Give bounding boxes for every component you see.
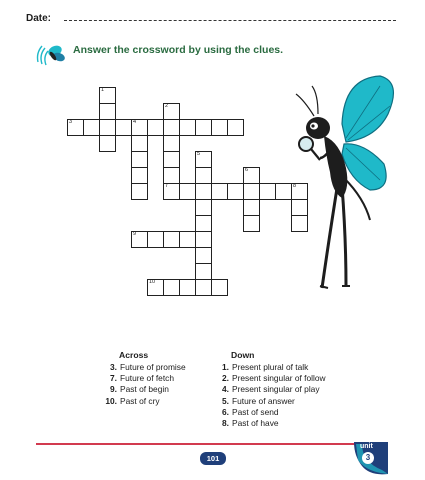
across-clue xyxy=(102,396,214,407)
crossword-cell[interactable] xyxy=(131,167,148,184)
down-clue xyxy=(214,384,362,395)
crossword-cell[interactable] xyxy=(99,135,116,152)
down-clue xyxy=(214,407,362,418)
clue-number: 3. xyxy=(110,362,117,372)
crossword-cell[interactable] xyxy=(163,279,180,296)
crossword-cell[interactable] xyxy=(131,151,148,168)
crossword-cell[interactable] xyxy=(195,151,212,168)
clue-number-label: 6 xyxy=(245,167,249,173)
footer-divider xyxy=(36,443,356,445)
unit-label: unit xyxy=(360,443,373,450)
clue-text: Present plural of talk xyxy=(232,362,309,372)
crossword-cell[interactable] xyxy=(243,183,260,200)
crossword-cell[interactable] xyxy=(163,167,180,184)
clue-text: Past of cry xyxy=(120,395,160,406)
crossword-cell[interactable] xyxy=(211,279,228,296)
crossword-cell[interactable] xyxy=(163,103,180,120)
clue-number-label: 4 xyxy=(133,119,137,125)
crossword-cell[interactable] xyxy=(163,151,180,168)
crossword-cell[interactable] xyxy=(163,119,180,136)
clue-text: Future of promise xyxy=(120,362,186,372)
crossword-cell[interactable] xyxy=(99,103,116,120)
crossword-cell[interactable] xyxy=(211,183,228,200)
crossword-cell[interactable] xyxy=(195,231,212,248)
clue-text: Past of send xyxy=(232,406,279,417)
crossword-cell[interactable] xyxy=(195,119,212,136)
clue-number-label: 5 xyxy=(197,151,201,157)
down-clue xyxy=(214,373,362,384)
clue-number-label: 3 xyxy=(69,119,73,125)
crossword-cell[interactable] xyxy=(179,183,196,200)
crossword-cell[interactable] xyxy=(163,135,180,152)
clue-number: 8. xyxy=(222,417,229,428)
down-clue xyxy=(214,396,362,407)
clue-number: 1. xyxy=(222,362,229,372)
across-clue xyxy=(102,384,214,395)
crossword-cell[interactable] xyxy=(179,119,196,136)
across-clue xyxy=(102,362,214,373)
crossword-cell[interactable] xyxy=(195,279,212,296)
crossword-cell[interactable] xyxy=(243,167,260,184)
crossword-cell[interactable] xyxy=(195,199,212,216)
crossword-clues xyxy=(102,350,362,440)
crossword-cell[interactable] xyxy=(147,279,164,296)
crossword-cell[interactable] xyxy=(211,119,228,136)
instruction-text: Answer the crossword by using the clues. xyxy=(73,44,284,56)
crossword-cell[interactable] xyxy=(67,119,84,136)
crossword-cell[interactable] xyxy=(163,231,180,248)
clue-number-label: 9 xyxy=(133,231,137,237)
down-clue xyxy=(214,418,362,429)
crossword-cell[interactable] xyxy=(163,183,180,200)
clue-number-label: 1 xyxy=(101,87,105,93)
crossword-cell[interactable] xyxy=(243,215,260,232)
clue-number: 7. xyxy=(110,373,117,384)
crossword-cell[interactable] xyxy=(115,119,132,136)
clue-text: Present singular of follow xyxy=(232,373,326,384)
crossword-cell[interactable] xyxy=(131,183,148,200)
clue-text: Past of begin xyxy=(120,384,169,395)
mosquito-illustration xyxy=(284,72,404,294)
crossword-cell[interactable] xyxy=(131,119,148,136)
crossword-cell[interactable] xyxy=(195,183,212,200)
crossword-cell[interactable] xyxy=(243,199,260,216)
crossword-cell[interactable] xyxy=(83,119,100,136)
across-heading: Across xyxy=(119,350,149,360)
crossword-cell[interactable] xyxy=(179,279,196,296)
clue-text: Future of answer xyxy=(232,395,295,406)
clue-number-label: 10 xyxy=(149,279,156,285)
clue-number-label: 8 xyxy=(293,183,297,189)
crossword-cell[interactable] xyxy=(195,167,212,184)
across-clue xyxy=(102,373,214,384)
across-clues xyxy=(102,350,214,407)
down-heading: Down xyxy=(231,350,255,360)
crossword-cell[interactable] xyxy=(179,231,196,248)
crossword-cell[interactable] xyxy=(227,119,244,136)
clue-number: 4. xyxy=(222,384,229,395)
crossword-cell[interactable] xyxy=(99,87,116,104)
page-number: 101 xyxy=(200,452,226,465)
crossword-cell[interactable] xyxy=(259,183,276,200)
crossword-cell[interactable] xyxy=(131,135,148,152)
clue-text: Present singular of play xyxy=(232,384,320,395)
crossword-cell[interactable] xyxy=(195,263,212,280)
clue-number: 5. xyxy=(222,395,229,406)
clue-text: Future of fetch xyxy=(120,373,174,384)
crossword-cell[interactable] xyxy=(99,119,116,136)
crossword-cell[interactable] xyxy=(195,247,212,264)
crossword-cell[interactable] xyxy=(227,183,244,200)
clue-number-label: 7 xyxy=(165,183,169,189)
crossword-cell[interactable] xyxy=(195,215,212,232)
clue-number-label: 2 xyxy=(165,103,169,109)
date-label: Date: xyxy=(26,13,52,24)
crossword-cell[interactable] xyxy=(131,231,148,248)
unit-number: 3 xyxy=(362,452,374,464)
clue-number: 2. xyxy=(222,373,229,384)
clue-number: 6. xyxy=(222,406,229,417)
down-clues xyxy=(214,350,362,429)
clue-number: 10. xyxy=(105,395,117,406)
crossword-cell[interactable] xyxy=(147,231,164,248)
clue-number: 9. xyxy=(110,384,117,395)
clue-text: Past of have xyxy=(232,417,279,428)
down-clue xyxy=(214,362,362,373)
crossword-cell[interactable] xyxy=(147,119,164,136)
